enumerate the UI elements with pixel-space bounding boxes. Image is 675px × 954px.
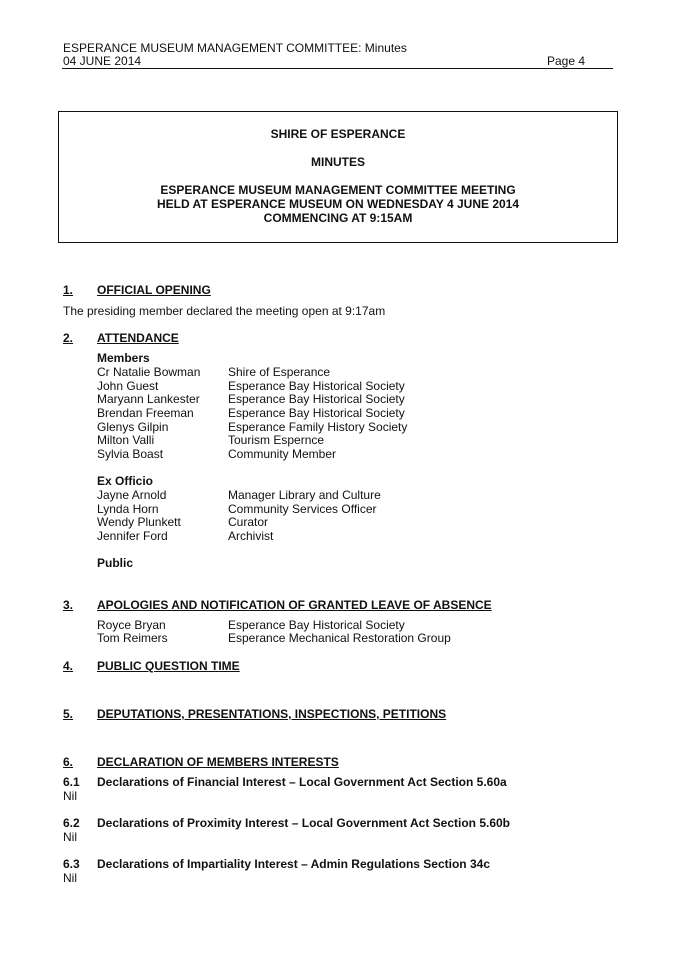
member-name: Glenys Gilpin <box>97 420 169 434</box>
apology-org: Esperance Bay Historical Society <box>228 618 405 632</box>
exofficio-role: Archivist <box>228 529 274 543</box>
meeting-title-line2: HELD AT ESPERANCE MUSEUM ON WEDNESDAY 4 JUNE 2014 <box>156 197 520 211</box>
exofficio-role: Manager Library and Culture <box>228 488 381 502</box>
members-label: Members <box>97 351 150 365</box>
section-6-number: 6. <box>63 755 74 769</box>
section-5-number: 5. <box>63 707 74 721</box>
member-org: Esperance Bay Historical Society <box>228 379 405 393</box>
apology-name: Tom Reimers <box>97 631 168 645</box>
section-4-heading: PUBLIC QUESTION TIME <box>97 659 240 673</box>
exofficio-role: Community Services Officer <box>228 502 377 516</box>
subsection-number: 6.2 <box>63 816 80 830</box>
section-2-heading: ATTENDANCE <box>97 331 179 345</box>
exofficio-name: Jennifer Ford <box>97 529 168 543</box>
section-5-heading: DEPUTATIONS, PRESENTATIONS, INSPECTIONS, PETITIONS <box>97 707 447 721</box>
member-org: Esperance Bay Historical Society <box>228 392 405 406</box>
header-divider <box>62 68 613 69</box>
member-org: Community Member <box>228 447 337 461</box>
subsection-text: Nil <box>63 830 77 844</box>
minutes-title: MINUTES <box>311 155 365 169</box>
member-org: Shire of Esperance <box>228 365 331 379</box>
section-3-heading: APOLOGIES AND NOTIFICATION OF GRANTED LEAVE OF ABSENCE <box>97 598 492 612</box>
exofficio-name: Wendy Plunkett <box>97 515 181 529</box>
member-name: Milton Valli <box>97 433 155 447</box>
section-3-number: 3. <box>63 598 74 612</box>
exofficio-label: Ex Officio <box>97 474 154 488</box>
section-1-text: The presiding member declared the meeting open at 9:17am <box>63 304 386 318</box>
meeting-title-line3: COMMENCING AT 9:15AM <box>263 211 413 225</box>
title-box <box>58 111 618 243</box>
subsection-heading: Declarations of Financial Interest – Local Government Act Section 5.60a <box>97 775 507 789</box>
member-name: Sylvia Boast <box>97 447 164 461</box>
subsection-number: 6.3 <box>63 857 80 871</box>
shire-title: SHIRE OF ESPERANCE <box>270 127 406 141</box>
member-name: John Guest <box>97 379 159 393</box>
member-name: Cr Natalie Bowman <box>97 365 201 379</box>
section-6-heading: DECLARATION OF MEMBERS INTERESTS <box>97 755 339 769</box>
member-org: Esperance Bay Historical Society <box>228 406 405 420</box>
subsection-number: 6.1 <box>63 775 80 789</box>
subsection-text: Nil <box>63 789 77 803</box>
apology-org: Esperance Mechanical Restoration Group <box>228 631 451 645</box>
header-title: ESPERANCE MUSEUM MANAGEMENT COMMITTEE: Minutes <box>63 41 407 55</box>
member-name: Maryann Lankester <box>97 392 200 406</box>
page-number: Page 4 <box>547 54 586 68</box>
subsection-text: Nil <box>63 871 77 885</box>
subsection-heading: Declarations of Impartiality Interest – Admin Regulations Section 34c <box>97 857 490 871</box>
subsection-heading: Declarations of Proximity Interest – Local Government Act Section 5.60b <box>97 816 511 830</box>
exofficio-name: Lynda Horn <box>97 502 159 516</box>
apology-name: Royce Bryan <box>97 618 166 632</box>
header-date: 04 JUNE 2014 <box>63 54 142 68</box>
section-1-number: 1. <box>63 283 74 297</box>
exofficio-role: Curator <box>228 515 269 529</box>
member-org: Tourism Espernce <box>228 433 325 447</box>
member-name: Brendan Freeman <box>97 406 194 420</box>
section-2-number: 2. <box>63 331 74 345</box>
section-4-number: 4. <box>63 659 74 673</box>
section-1-heading: OFFICIAL OPENING <box>97 283 211 297</box>
exofficio-name: Jayne Arnold <box>97 488 167 502</box>
meeting-title-line1: ESPERANCE MUSEUM MANAGEMENT COMMITTEE MEETING <box>160 183 516 197</box>
member-org: Esperance Family History Society <box>228 420 408 434</box>
public-label: Public <box>97 556 134 570</box>
